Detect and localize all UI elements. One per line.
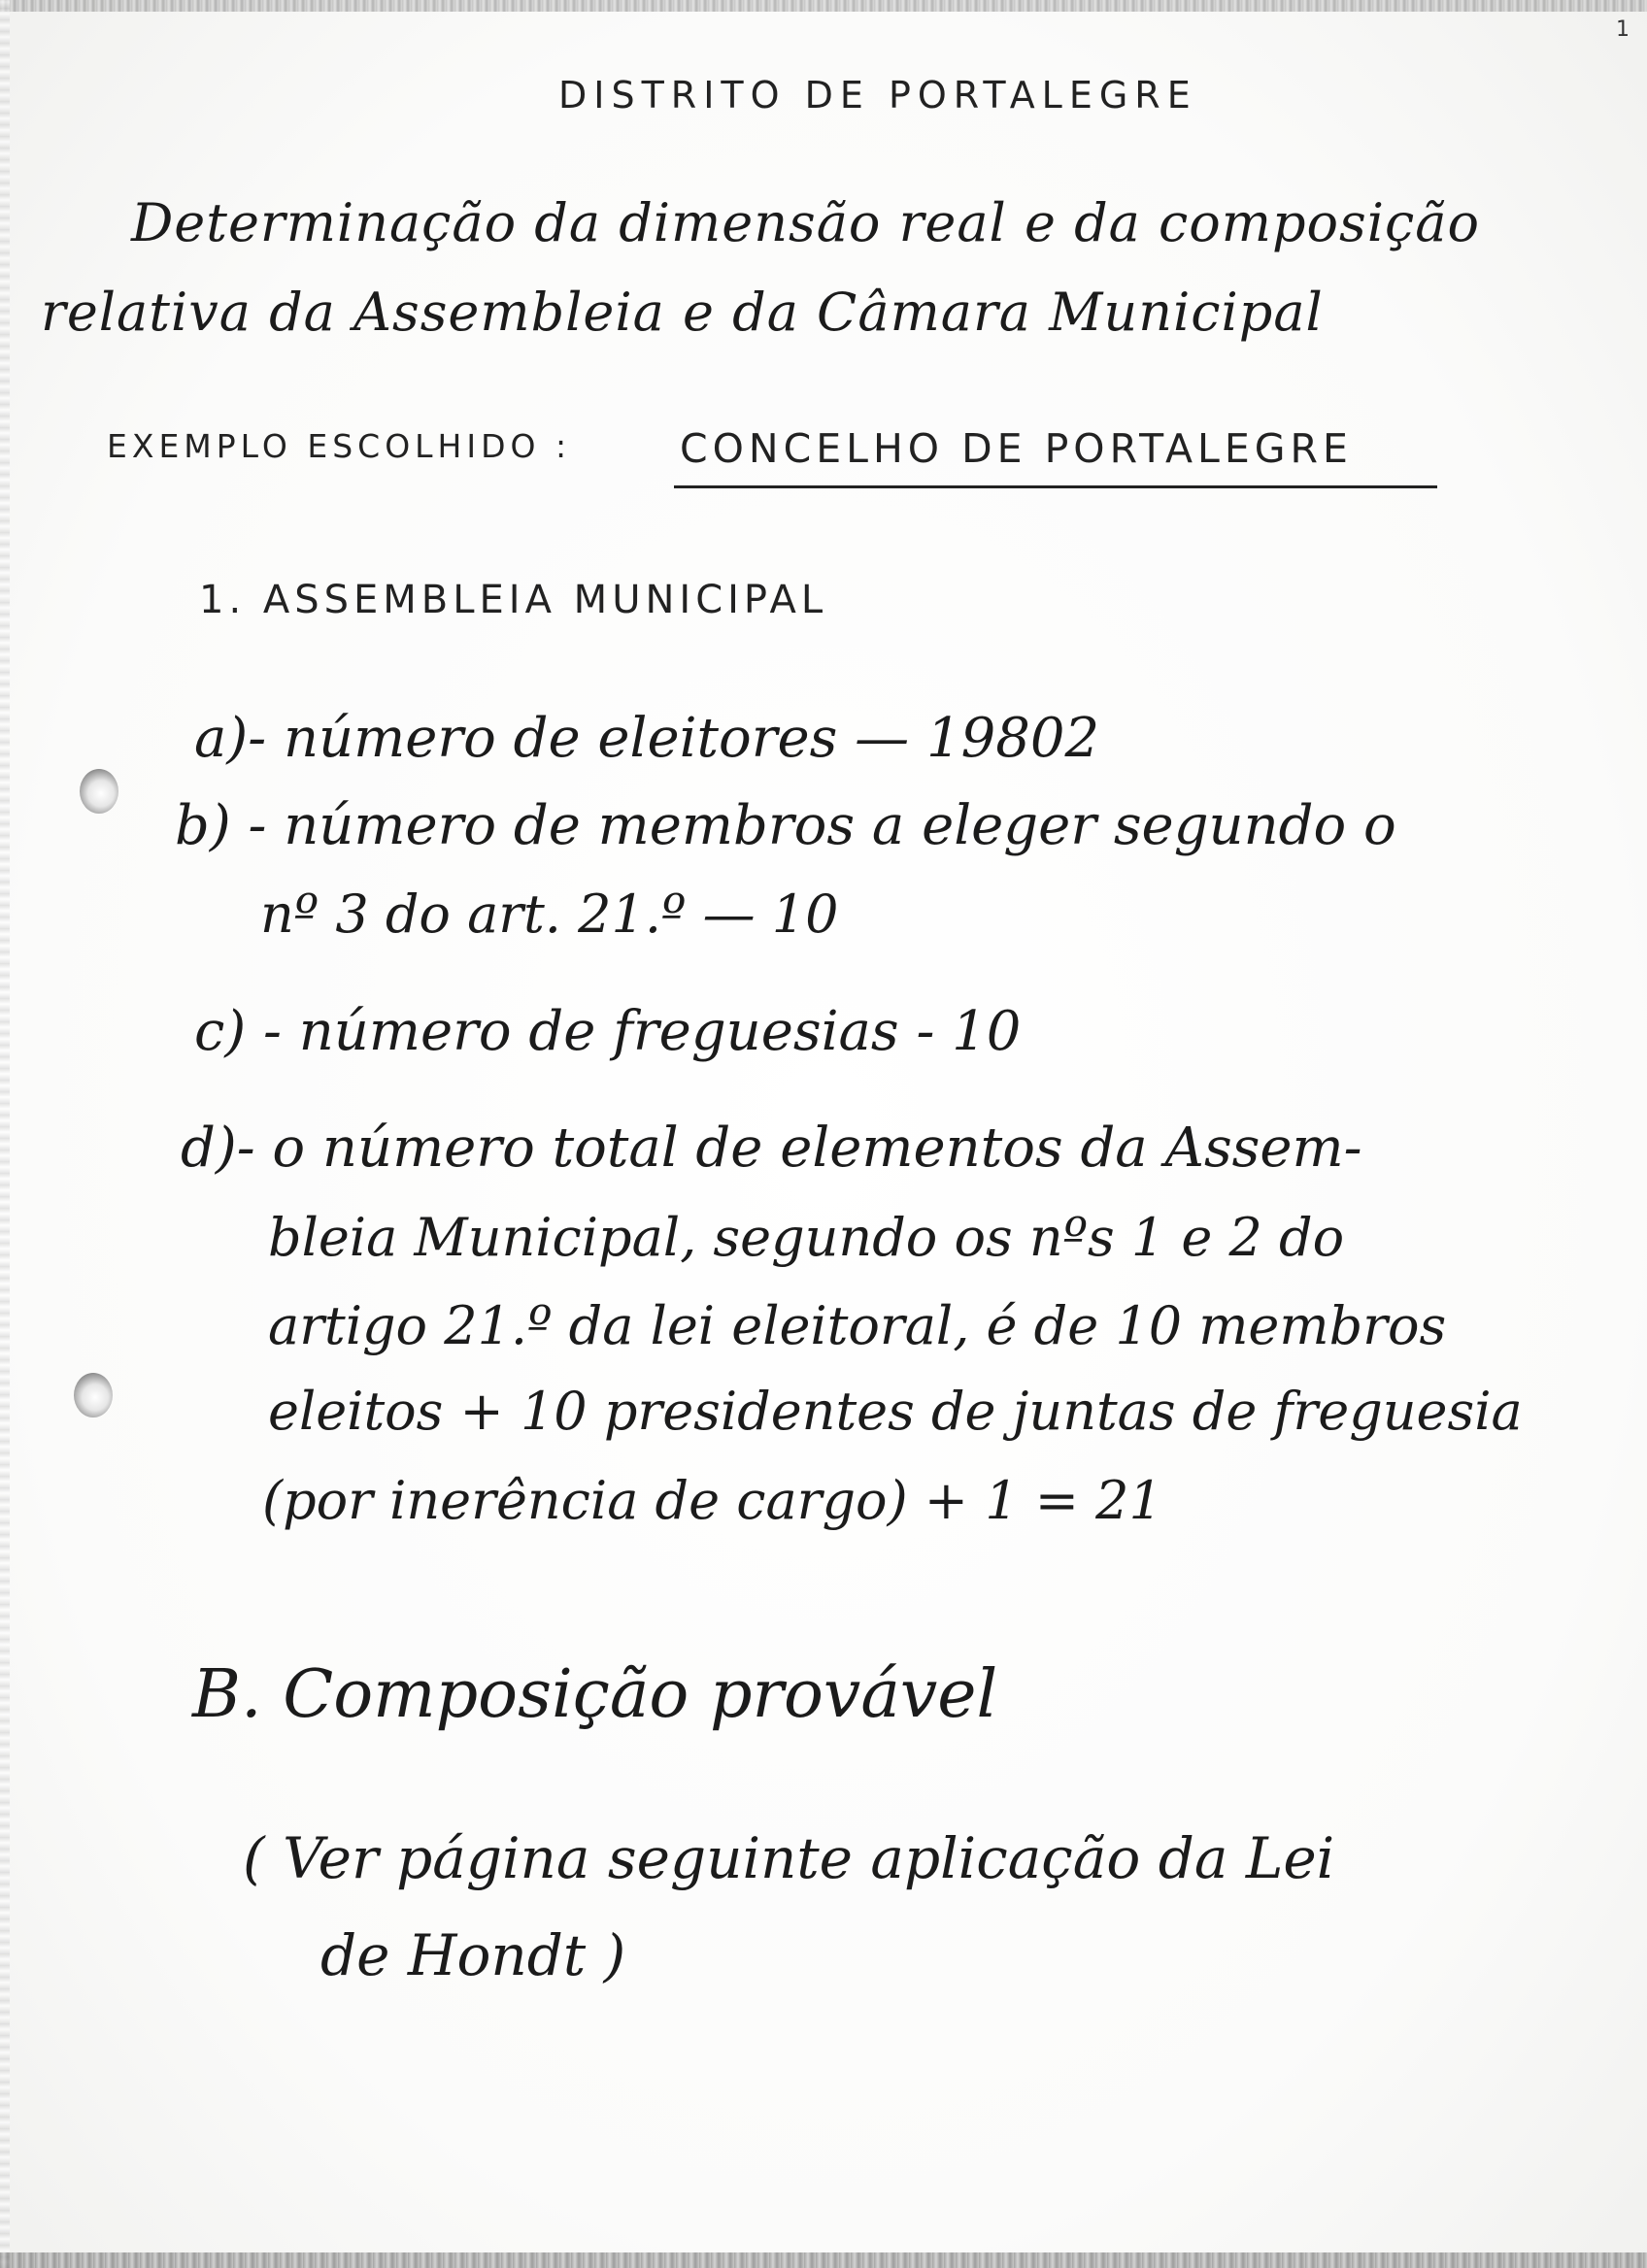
section-1-heading: 1. ASSEMBLEIA MUNICIPAL — [199, 578, 828, 622]
item-d-line-3: artigo 21.º da lei eleitoral, é de 10 membros — [268, 1295, 1447, 1356]
page-number: 1 — [1616, 17, 1630, 42]
section-b-note-line-1: ( Ver página seguinte aplicação da Lei — [243, 1825, 1335, 1891]
punch-hole-top — [80, 769, 118, 814]
example-value-underline — [674, 485, 1437, 488]
item-d-line-2: bleia Municipal, segundo os nºs 1 e 2 do — [268, 1207, 1345, 1268]
punch-hole-bottom — [74, 1373, 113, 1418]
section-b-heading: B. Composição provável — [192, 1656, 998, 1733]
item-b-line-1: b) - número de membros a eleger segundo o — [175, 794, 1396, 857]
scan-edge-left — [0, 0, 10, 2268]
example-label: EXEMPLO ESCOLHIDO : — [107, 427, 572, 465]
item-d-line-1: d)- o número total de elementos da Assem- — [181, 1117, 1362, 1180]
item-d-line-4: eleitos + 10 presidentes de juntas de freguesia — [268, 1381, 1523, 1442]
section-b-note-line-2: de Hondt ) — [320, 1922, 626, 1988]
scan-edge-bottom — [0, 2252, 1647, 2268]
scan-edge-top — [0, 0, 1647, 12]
item-c: c) - número de freguesias - 10 — [194, 1000, 1022, 1063]
example-value: CONCELHO DE PORTALEGRE — [680, 425, 1353, 472]
item-a: a)- número de eleitores — 19802 — [194, 707, 1100, 770]
intro-line-1: Determinação da dimensão real e da composição — [131, 192, 1480, 253]
intro-line-2: relativa da Assembleia e da Câmara Municipal — [41, 282, 1324, 343]
item-d-line-5: (por inerência de cargo) + 1 = 21 — [262, 1470, 1162, 1531]
item-b-line-2: nº 3 do art. 21.º — 10 — [260, 884, 839, 945]
district-heading: DISTRITO DE PORTALEGRE — [558, 74, 1197, 117]
